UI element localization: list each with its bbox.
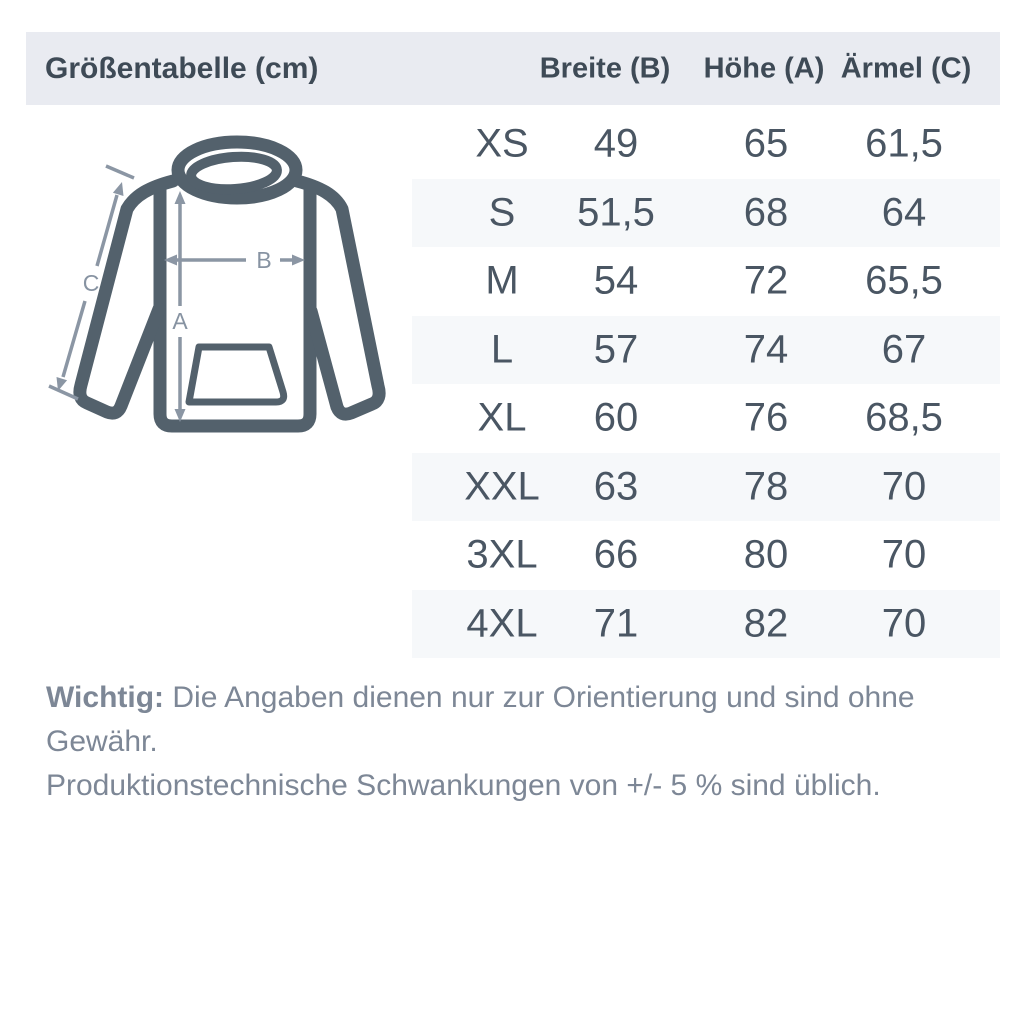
size-label: M (485, 258, 519, 303)
table-row (412, 453, 1000, 522)
sleeve-top-tick (106, 166, 134, 178)
table-row (412, 590, 1000, 659)
measure-label-a: A (172, 308, 188, 334)
breite-value: 60 (593, 395, 639, 440)
table-row (412, 316, 1000, 385)
breite-value: 49 (593, 121, 639, 166)
hoehe-value: 65 (743, 121, 789, 166)
table-header-bar (26, 32, 1000, 105)
hoehe-value: 68 (743, 190, 789, 235)
table-row (412, 521, 1000, 590)
hoehe-value: 80 (743, 532, 789, 577)
disclaimer-note (46, 676, 976, 808)
table-row (412, 384, 1000, 453)
size-label: 3XL (466, 532, 538, 577)
column-header-hoehe: Höhe (A) (703, 52, 825, 84)
column-header-breite: Breite (B) (539, 52, 671, 84)
width-arrowhead-right (292, 255, 305, 266)
column-header-aermel: Ärmel (C) (840, 52, 972, 84)
aermel-value: 70 (881, 532, 927, 577)
aermel-value: 61,5 (865, 121, 943, 166)
breite-value: 63 (593, 464, 639, 509)
hoehe-value: 72 (743, 258, 789, 303)
note-line-1-text: Die Angaben dienen nur zur Orientierung und sind ohne Gewähr. (46, 681, 915, 758)
measure-label-b: B (256, 247, 272, 273)
breite-value: 51,5 (577, 190, 655, 235)
measure-label-c: C (82, 270, 100, 296)
note-line-2: Produktionstechnische Schwankungen von +/- 5 % sind üblich. (46, 769, 881, 802)
breite-value: 54 (593, 258, 639, 303)
size-label: XXL (464, 464, 540, 509)
hoodie-pocket-outline (189, 347, 284, 402)
size-label: XL (477, 395, 527, 440)
hoodie-measurement-diagram (40, 125, 420, 447)
aermel-value: 70 (881, 464, 927, 509)
hoehe-value: 76 (743, 395, 789, 440)
table-row (412, 110, 1000, 179)
breite-value: 71 (593, 601, 639, 646)
breite-value: 57 (593, 327, 639, 372)
hoehe-value: 78 (743, 464, 789, 509)
aermel-value: 70 (881, 601, 927, 646)
aermel-value: 64 (881, 190, 927, 235)
sleeve-arrowhead-down (57, 377, 68, 391)
aermel-value: 65,5 (865, 258, 943, 303)
size-label: 4XL (466, 601, 538, 646)
hoehe-value: 82 (743, 601, 789, 646)
size-label: XS (475, 121, 529, 166)
aermel-value: 68,5 (865, 395, 943, 440)
breite-value: 66 (593, 532, 639, 577)
height-arrowhead-up (175, 191, 186, 204)
sleeve-arrowhead-up (113, 182, 124, 196)
size-table (412, 110, 1000, 658)
size-label: S (488, 190, 516, 235)
aermel-value: 67 (881, 327, 927, 372)
page-title: Größentabelle (cm) (45, 51, 319, 85)
size-label: L (490, 327, 514, 372)
hood-inner-ring (190, 154, 278, 192)
table-row (412, 247, 1000, 316)
table-row (412, 179, 1000, 248)
note-bold-prefix: Wichtig: (46, 681, 165, 714)
hoehe-value: 74 (743, 327, 789, 372)
note-line-1 (46, 676, 976, 764)
